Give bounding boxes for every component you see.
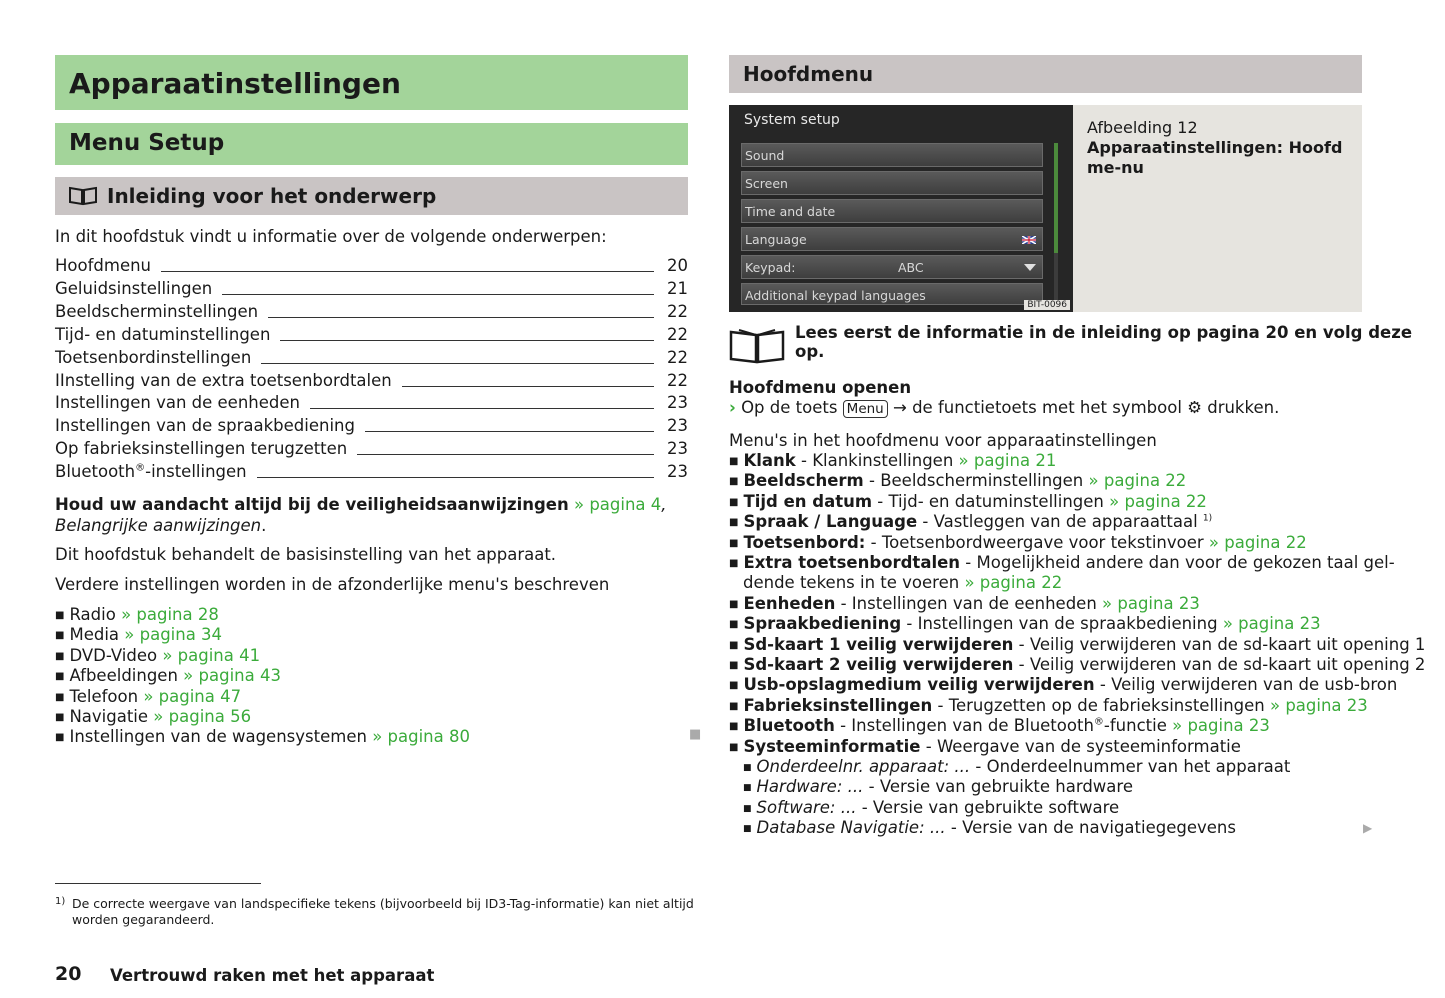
- list-item: [55, 727, 470, 746]
- open-main-menu-heading: Hoofdmenu openen: [729, 378, 912, 397]
- menu-list-item-name: Spraak / Language: [743, 512, 918, 532]
- menu-list-item: [729, 737, 1241, 756]
- open-book-icon: [729, 326, 785, 364]
- image-code: BIT-0096: [1024, 300, 1070, 310]
- list-item-text: Media: [69, 625, 120, 645]
- list-item-text: Telefoon: [69, 686, 139, 706]
- page-link[interactable]: » pagina 22: [1109, 491, 1207, 511]
- read-first-note: Lees eerst de informatie in de inleiding op pagina 20 en volg deze op.: [795, 323, 1413, 361]
- figure-label: Afbeelding 12: [1087, 118, 1198, 137]
- open-main-menu-step: [729, 398, 1279, 418]
- toc-page-number: 22: [667, 324, 688, 344]
- footnote-line-1: De correcte weergave van landspecifieke tekens (bijvoorbeeld bij ID3-Tag-informatie) kan niet altijd: [72, 896, 694, 911]
- menu-list-item-desc: - Tijd- en datuminstellingen: [872, 491, 1110, 511]
- safety-end: .: [261, 516, 267, 535]
- toc-page-number: 20: [667, 256, 688, 275]
- dropdown-arrow-icon: [1024, 264, 1036, 271]
- page-link[interactable]: » pagina 23: [1222, 614, 1321, 634]
- menu-key: Menu: [843, 400, 888, 418]
- toc-page-number: 22: [667, 347, 688, 367]
- sub-list-item: [743, 757, 1290, 776]
- menu-list-item-name: Fabrieksinstellingen: [743, 695, 933, 715]
- page-link[interactable]: » pagina 43: [183, 666, 281, 686]
- safety-note: [55, 494, 695, 536]
- list-item: [55, 605, 219, 624]
- screen-item-additional-keypad: Additional keypad languages: [741, 283, 1043, 305]
- menu-list-item: [729, 471, 1186, 490]
- footnote-text: [72, 896, 694, 928]
- menu-list-item-desc: - Vastleggen van de apparaattaal: [917, 512, 1203, 532]
- menu-list-item-name: Tijd en datum: [743, 491, 873, 511]
- menus-list-intro: Menu's in het hoofdmenu voor apparaatinstellingen: [729, 431, 1157, 450]
- page-link[interactable]: » pagina 47: [143, 686, 242, 706]
- toc-page-number: 23: [667, 393, 688, 413]
- menu-list-item: [729, 716, 1270, 735]
- menu-list-item-desc: - Klankinstellingen: [795, 451, 959, 470]
- toc-label: IInstelling van de extra toetsenbordtalen: [55, 371, 402, 390]
- sub-list-item-desc: - Onderdeelnummer van het apparaat: [970, 757, 1291, 776]
- settings-gear-icon: ⚙: [1187, 398, 1202, 417]
- toc-row[interactable]: [55, 393, 688, 416]
- toc-row[interactable]: [55, 279, 688, 302]
- menu-list-item: [729, 533, 1307, 552]
- page-link[interactable]: » pagina 34: [124, 625, 223, 645]
- menu-list-item-desc: - Veilig verwijderen van de usb-bron: [1094, 675, 1398, 695]
- page-link[interactable]: » pagina 28: [121, 605, 219, 624]
- intro-heading: Inleiding voor het onderwerp: [107, 184, 437, 208]
- sub-list-item-name: Onderdeelnr. apparaat: ...: [756, 757, 971, 776]
- list-item-text: Instellingen van de wagensystemen: [69, 727, 367, 747]
- intro-text: In dit hoofdstuk vindt u informatie over de volgende onderwerpen:: [55, 227, 607, 246]
- menu-list-item-desc: - Instellingen van de Bluetooth: [834, 716, 1094, 736]
- sub-list-item: [743, 777, 1133, 796]
- sub-list-item-desc: - Versie van gebruikte software: [856, 797, 1120, 817]
- footnote-marker: 1): [55, 896, 66, 907]
- uk-flag-icon: [1022, 236, 1036, 244]
- menu-list-item-desc-2: -functie: [1103, 716, 1173, 736]
- screen-item-keypad: Keypad: ABC: [741, 255, 1043, 279]
- footnote-separator: [55, 883, 261, 884]
- list-item: [55, 687, 241, 706]
- continue-arrow-icon: ▶: [1363, 821, 1373, 835]
- menu-list-item-desc: - Instellingen van de eenheden: [835, 593, 1103, 613]
- list-item-text: DVD-Video: [69, 645, 158, 665]
- sub-list-item-desc: - Versie van gebruikte hardware: [863, 777, 1133, 797]
- sub-list-item: [743, 798, 1119, 817]
- toc-row[interactable]: [55, 256, 688, 279]
- menu-list-item: [729, 614, 1321, 633]
- toc-label: Instellingen van de eenheden: [55, 393, 310, 412]
- screen-item-time-date: Time and date: [741, 199, 1043, 223]
- safety-link[interactable]: » pagina 4: [573, 495, 662, 514]
- page-link[interactable]: » pagina 22: [1208, 532, 1307, 552]
- main-menu-heading-bar: [729, 55, 1362, 93]
- toc-page-number: 21: [667, 278, 688, 298]
- menu-list-item-name: Spraakbediening: [743, 614, 902, 634]
- toc-label-sup: ®: [135, 462, 146, 474]
- main-menu-heading: Hoofdmenu: [743, 62, 874, 86]
- paragraph-further: Verdere instellingen worden in de afzonderlijke menu's beschreven: [55, 575, 610, 594]
- menu-list-item: [729, 492, 1207, 511]
- page-link[interactable]: » pagina 80: [372, 727, 470, 747]
- footnote-line-2: worden gegarandeerd.: [72, 912, 215, 927]
- screen-item-screen: Screen: [741, 171, 1043, 195]
- toc-label: Beeldscherminstellingen: [55, 302, 268, 321]
- menu-list-item-desc: - Weergave van de systeeminformatie: [920, 736, 1241, 756]
- toc-label: Geluidsinstellingen: [55, 279, 222, 298]
- menu-list-item-name: Beeldscherm: [743, 471, 864, 491]
- menu-list-item-name: Klank: [743, 451, 796, 470]
- menu-list-item-desc: - Veilig verwijderen van de sd-kaart uit opening 1: [1013, 634, 1426, 654]
- section-title-bar: [55, 123, 688, 165]
- page-link[interactable]: » pagina 22: [1088, 471, 1187, 491]
- menu-list-item: [729, 451, 1056, 470]
- toc-row[interactable]: [55, 348, 688, 371]
- chapter-title-bar: [55, 55, 688, 110]
- list-item: [55, 625, 222, 644]
- chapter-title: Apparaatinstellingen: [69, 67, 401, 100]
- menu-list-item-name: Extra toetsenbordtalen: [743, 553, 961, 572]
- safety-italic: , Belangrijke aanwijzingen: [55, 495, 667, 535]
- sub-list-item: [743, 818, 1236, 837]
- list-item: [55, 707, 251, 726]
- menu-list-item: [729, 512, 1212, 531]
- toc-label-pre: Bluetooth: [55, 462, 136, 482]
- menu-list-item-desc: - Veilig verwijderen van de sd-kaart uit opening 2: [1013, 655, 1426, 674]
- toc-label: Instellingen van de spraakbediening: [55, 416, 365, 435]
- page-link[interactable]: » pagina 22: [964, 573, 1063, 593]
- toc-row[interactable]: [55, 416, 688, 439]
- toc-label: Tijd- en datuminstellingen: [55, 325, 280, 344]
- screen-scrollbar: [1054, 143, 1058, 303]
- sub-list-item-name: Database Navigatie: ...: [756, 818, 946, 838]
- toc-label: Toetsenbordinstellingen: [55, 348, 261, 367]
- screen-item-language: Language: [741, 227, 1043, 251]
- page-link[interactable]: » pagina 23: [1269, 695, 1368, 715]
- menu-list-item-name: Usb-opslagmedium veilig verwijderen: [743, 675, 1095, 695]
- menu-list-item: [729, 553, 1395, 572]
- toc-label: Hoofdmenu: [55, 256, 161, 275]
- list-item-text: Navigatie: [69, 707, 149, 726]
- menu-list-item-desc: - Beeldscherminstellingen: [863, 471, 1089, 491]
- footer-title: Vertrouwd raken met het apparaat: [110, 966, 435, 985]
- page-link[interactable]: » pagina 56: [153, 707, 252, 726]
- end-mark: ■: [689, 727, 702, 742]
- footnote-ref: 1): [1202, 513, 1213, 524]
- menu-list-item-name: Toetsenbord:: [743, 532, 866, 552]
- sub-list-item-name: Software: ...: [756, 797, 857, 817]
- menu-list-item-name: Eenheden: [743, 593, 836, 613]
- toc-page-number: 22: [667, 370, 688, 390]
- list-item-text: Afbeeldingen: [69, 666, 178, 686]
- toc-row[interactable]: [55, 302, 688, 325]
- safety-bold: Houd uw aandacht altijd bij de veiligheidsaanwijzingen: [55, 495, 569, 514]
- book-icon: [68, 184, 98, 206]
- list-item: [55, 666, 281, 685]
- menu-list-item-name: Bluetooth: [743, 716, 835, 736]
- menu-list-item: [729, 675, 1397, 694]
- section-title: Menu Setup: [69, 130, 225, 156]
- paragraph-basic: Dit hoofdstuk behandelt de basisinstelling van het apparaat.: [55, 545, 557, 564]
- toc-label-post: -instellingen: [145, 462, 247, 482]
- keypad-value: ABC: [898, 260, 924, 275]
- menu-list-item: [729, 655, 1425, 674]
- list-item-text: Radio: [69, 605, 116, 624]
- step-arrow-icon: ›: [729, 398, 736, 417]
- step-text-pre: Op de toets: [741, 398, 838, 417]
- sub-list-item-name: Hardware: ...: [756, 777, 864, 797]
- figure-caption: Apparaatinstellingen: Hoofdme-nu: [1087, 138, 1343, 177]
- menu-list-item: [729, 594, 1200, 613]
- toc-page-number: 23: [667, 439, 688, 459]
- menu-list-item-desc: - Terugzetten op de fabrieksinstellingen: [932, 695, 1270, 715]
- registered-mark: ®: [1093, 716, 1104, 728]
- step-text-post: drukken.: [1207, 398, 1280, 417]
- toc-page-number: 22: [667, 301, 688, 321]
- system-setup-screenshot: [729, 105, 1073, 312]
- menu-list-item-desc: - Instellingen van de spraakbediening: [901, 614, 1223, 634]
- page-link[interactable]: » pagina 21: [958, 451, 1057, 470]
- menu-list-item: [743, 573, 1062, 592]
- screen-title: System setup: [744, 112, 840, 128]
- page-link[interactable]: » pagina 23: [1172, 716, 1270, 736]
- toc-page-number: 23: [667, 462, 688, 482]
- screen-item-sound: Sound: [741, 143, 1043, 167]
- sub-list-item-desc: - Versie van de navigatiegegevens: [945, 818, 1236, 838]
- menu-list-item-cont: dende tekens in te voeren: [743, 573, 965, 593]
- page-number: 20: [55, 963, 82, 985]
- list-item: [55, 646, 260, 665]
- toc-row[interactable]: [55, 462, 688, 485]
- menu-list-item-desc: - Mogelijkheid andere dan voor de gekozen taal gel-: [960, 553, 1395, 572]
- toc-page-number: 23: [667, 416, 688, 436]
- step-text-mid: → de functietoets met het symbool: [893, 398, 1182, 417]
- menu-list-item: [729, 696, 1368, 715]
- menu-list-item-desc: - Toetsenbordweergave voor tekstinvoer: [865, 532, 1209, 552]
- toc-label: [55, 462, 257, 481]
- menu-list-item: [729, 635, 1425, 654]
- page-link[interactable]: » pagina 23: [1102, 593, 1200, 613]
- menu-list-item-name: Systeeminformatie: [743, 736, 921, 756]
- toc-label: Op fabrieksinstellingen terugzetten: [55, 439, 357, 458]
- page-link[interactable]: » pagina 41: [162, 645, 261, 665]
- toc-row[interactable]: [55, 371, 688, 394]
- figure-caption-box: [1073, 105, 1362, 312]
- menu-list-item-name: Sd-kaart 1 veilig verwijderen: [743, 634, 1014, 654]
- menu-list-item-name: Sd-kaart 2 veilig verwijderen: [743, 655, 1014, 674]
- toc-row[interactable]: [55, 325, 688, 348]
- toc-row[interactable]: [55, 439, 688, 462]
- intro-heading-bar: [55, 177, 688, 215]
